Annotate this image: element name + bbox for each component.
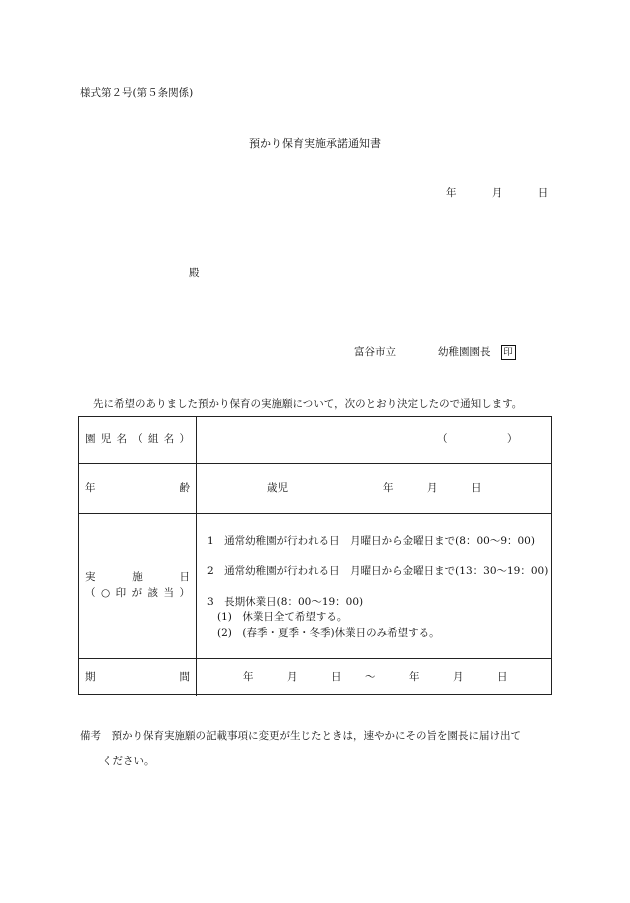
days-option-2: 2 通常幼稚園が行われる日 月曜日から金曜日まで(13：30～19：00)	[207, 565, 549, 577]
period-start-month: 月	[287, 671, 298, 683]
seal-stamp: 印	[501, 345, 516, 360]
label-char: ○	[100, 587, 111, 599]
table-row-child-name	[79, 417, 551, 463]
days-options	[197, 514, 551, 658]
period-label	[85, 671, 190, 684]
age-label	[85, 482, 190, 495]
notice-text: 先に希望のありました預かり保育の実施願について，次のとおり決定したので通知します。	[93, 398, 523, 410]
label-char: 年	[85, 482, 96, 494]
child-name-label	[85, 433, 190, 446]
period-field	[197, 659, 551, 696]
period-end-day: 日	[497, 671, 508, 683]
period-tilde: ～	[365, 671, 376, 683]
label-char: （	[85, 587, 96, 599]
age-month-unit: 月	[427, 482, 438, 494]
label-char: 園	[85, 433, 96, 445]
label-char: 施	[132, 571, 143, 583]
period-label-cell	[79, 659, 197, 696]
days-option-3: 3 長期休業日(8：00～19：00)	[207, 596, 364, 608]
child-name-label-cell	[79, 417, 197, 463]
age-field	[197, 464, 551, 513]
label-char: 名	[116, 433, 127, 445]
period-end-month: 月	[453, 671, 464, 683]
remarks-line-2: ください。	[102, 755, 155, 767]
days-option-1: 1 通常幼稚園が行われる日 月曜日から金曜日まで(8：00～9：00)	[207, 535, 535, 547]
age-sai-unit: 歳児	[267, 482, 288, 494]
period-start-year: 年	[243, 671, 254, 683]
label-char: 実	[85, 571, 96, 583]
label-char: 日	[179, 571, 190, 583]
label-char: 印	[115, 587, 127, 599]
label-char: 期	[85, 671, 96, 683]
date-year-label: 年	[446, 187, 457, 199]
table-row-period	[79, 658, 551, 696]
table-row-implementation-days	[79, 513, 551, 658]
date-line	[446, 187, 548, 200]
class-paren-open: （	[437, 433, 448, 445]
child-name-field	[197, 417, 551, 463]
days-label-cell	[79, 514, 197, 658]
label-char: ）	[179, 587, 190, 599]
days-suboption-2: (2) (春季・夏季・冬季)休業日のみ希望する。	[217, 627, 440, 639]
period-end-year: 年	[409, 671, 420, 683]
date-day-label: 日	[537, 187, 549, 199]
date-month-label: 月	[491, 187, 503, 199]
class-paren-close: ）	[507, 433, 518, 445]
label-char: （	[132, 433, 143, 445]
label-char: 児	[100, 433, 112, 445]
label-char: 該	[147, 587, 159, 599]
label-char: ）	[179, 433, 190, 445]
label-char: が	[131, 587, 143, 599]
label-char: 名	[163, 433, 175, 445]
age-label-cell	[79, 464, 197, 513]
label-char: 組	[148, 433, 159, 445]
period-start-day: 日	[331, 671, 342, 683]
days-label-top	[85, 571, 190, 584]
age-day-unit: 日	[471, 482, 482, 494]
form-number: 様式第２号(第５条関係)	[80, 87, 194, 99]
issuer-title: 幼稚園園長	[438, 346, 491, 359]
days-label-bottom	[85, 587, 190, 600]
label-char: 間	[179, 671, 190, 683]
days-suboption-1: (1) 休業日全て希望する。	[217, 611, 348, 623]
table-row-age	[79, 463, 551, 513]
label-char: 当	[163, 587, 175, 599]
label-char: 齢	[179, 482, 190, 494]
notification-table	[78, 416, 552, 695]
issuer-line	[354, 345, 516, 360]
issuer-city: 富谷市立	[354, 346, 396, 359]
age-year-unit: 年	[383, 482, 394, 494]
addressee-honorific: 殿	[189, 267, 200, 279]
document-title: 預かり保育実施承諾通知書	[249, 137, 381, 150]
remarks-line-1: 備考 預かり保育実施願の記載事項に変更が生じたときは，速やかにその旨を園長に届け出て	[80, 730, 521, 742]
